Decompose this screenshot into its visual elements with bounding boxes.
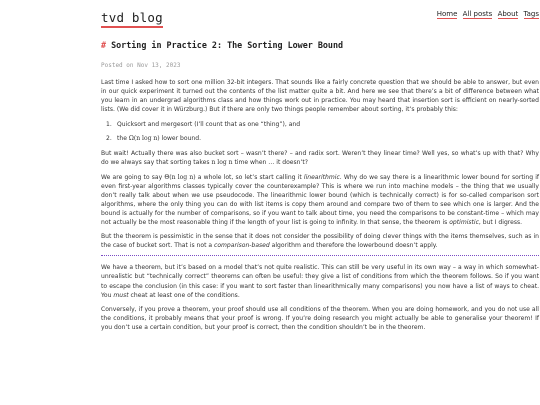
list-item-text: Quicksort and mergesort (I’ll count that as one “thing”), and [117,121,301,129]
emphasis-linearithmic: linearithmic [303,173,340,181]
paragraph-5 [101,263,539,299]
site-logo-link[interactable]: tvd blog [101,10,163,28]
dotted-divider [101,255,539,256]
post-title-text: Sorting in Practice 2: The Sorting Lower Bound [111,40,344,50]
title-hash-mark: # [101,40,107,50]
paragraph-4-text-a: But the theorem is pessimistic in the sense that it does not consider the possibility of doing clever things with the items themselves, such as in the case of bucket sort. That is not a [101,233,539,250]
math-expression: Θ(n log n) [164,173,196,181]
emphasis-optimistic: optimistic [449,219,479,227]
page-container [101,0,539,332]
paragraph-3-text-a: We are going to say [101,173,165,181]
main-nav [434,10,539,18]
paragraph-6: Conversely, if you prove a theorem, your proof should use all conditions of the theorem. When you are doing homework, and you do not use all the conditions, it probably means that your proof is wrong. If you’re doing research you might actually be able to generalise your theorem! If you don’t use a certain condition, but your proof is correct, then the condition shouldn’t be in the theorem. [101,305,539,331]
list-item-text-pre: the [117,135,129,143]
emphasis-must: must [113,291,129,299]
paragraph-2 [101,149,539,167]
nav-tags-link[interactable]: Tags [523,10,539,18]
paragraph-3-text-c: . Why do we say there is a linearithmic lower bound for sorting if even first-year algorithms classes typically cover the counterexample? This is where we run into machine models – the thing that we usually don’t really talk about when we use pseudocode. The linearithmic lower bound (which is technically correct) is for so-called comparison sort algorithms, where the only thing you can do with list items is copy them around and compare two of them to see which one is larger. And the bound is actually for the number of comparisons, so if you want to talk about time, you need the comparisons to be constant-time – which may not actually be the most reasonable thing if the length of your list is going to infinity. In that sense, the theorem is [101,173,540,227]
paragraph-3 [101,173,539,228]
paragraph-3-text-b: a whole lot, so let’s start calling it [195,173,304,181]
paragraph-2-text-a: But wait! Actually there was also bucket sort – wasn’t there? – and radix sort. Weren’t they linear time? Well yes, so what’s up with that? Why do we always say that sorting takes [101,150,539,167]
paragraph-1: Last time I asked how to sort one million 32-bit integers. That sounds like a fairly concrete question that we should be able to answer, but even in our quick experiment it turned out the contents of the list matter quite a bit. And here we see that there’s a bit of difference between what you learn in an undergrad algorithms class and how things work out in practice. You may heard that insertion sort is efficient on nearly-sorted lists. (We did cover it in Würzburg.) But if there are only two things people remember about sorting, it’s probably this: [101,79,539,114]
list-number: 1. [106,121,112,129]
list-item-text-post: lower bound. [159,135,202,143]
post-date: Posted on Nov 13, 2023 [101,62,181,69]
site-header [101,0,539,33]
list-number: 2. [106,135,112,143]
math-expression: n log n [211,159,233,167]
nav-home-link[interactable]: Home [436,10,458,18]
paragraph-4-text-b: algorithm and therefore the lowerbound doesn’t apply. [269,242,438,250]
nav-all-posts-link[interactable]: All posts [462,10,493,18]
post-title [101,40,539,50]
paragraph-2-text-b: time when … it doesn’t? [232,159,308,167]
math-expression: Ω(n log n) [128,135,160,143]
emphasis-comparison-based: comparison-based [214,242,270,250]
paragraph-4 [101,232,539,250]
list-item [101,120,539,129]
nav-about-link[interactable]: About [497,10,519,18]
numbered-list [101,120,539,143]
paragraph-5-text-a: We have a theorem, but it’s based on a model that’s not quite realistic. This can still be very useful in its own way – a way in which somewhat-unrealistic but “technically correct” theorems can often be useful: they give a list of conditions from which the theorem follows. So if you want to escape the conclusion (in this case: if you want to sort faster than linearithmically many comparisons) you now have a list of ways to cheat. You [101,264,539,299]
paragraph-3-text-d: , but I digress. [478,219,523,227]
list-item [101,134,539,143]
paragraph-5-text-b: cheat at least one of the conditions. [128,291,240,299]
